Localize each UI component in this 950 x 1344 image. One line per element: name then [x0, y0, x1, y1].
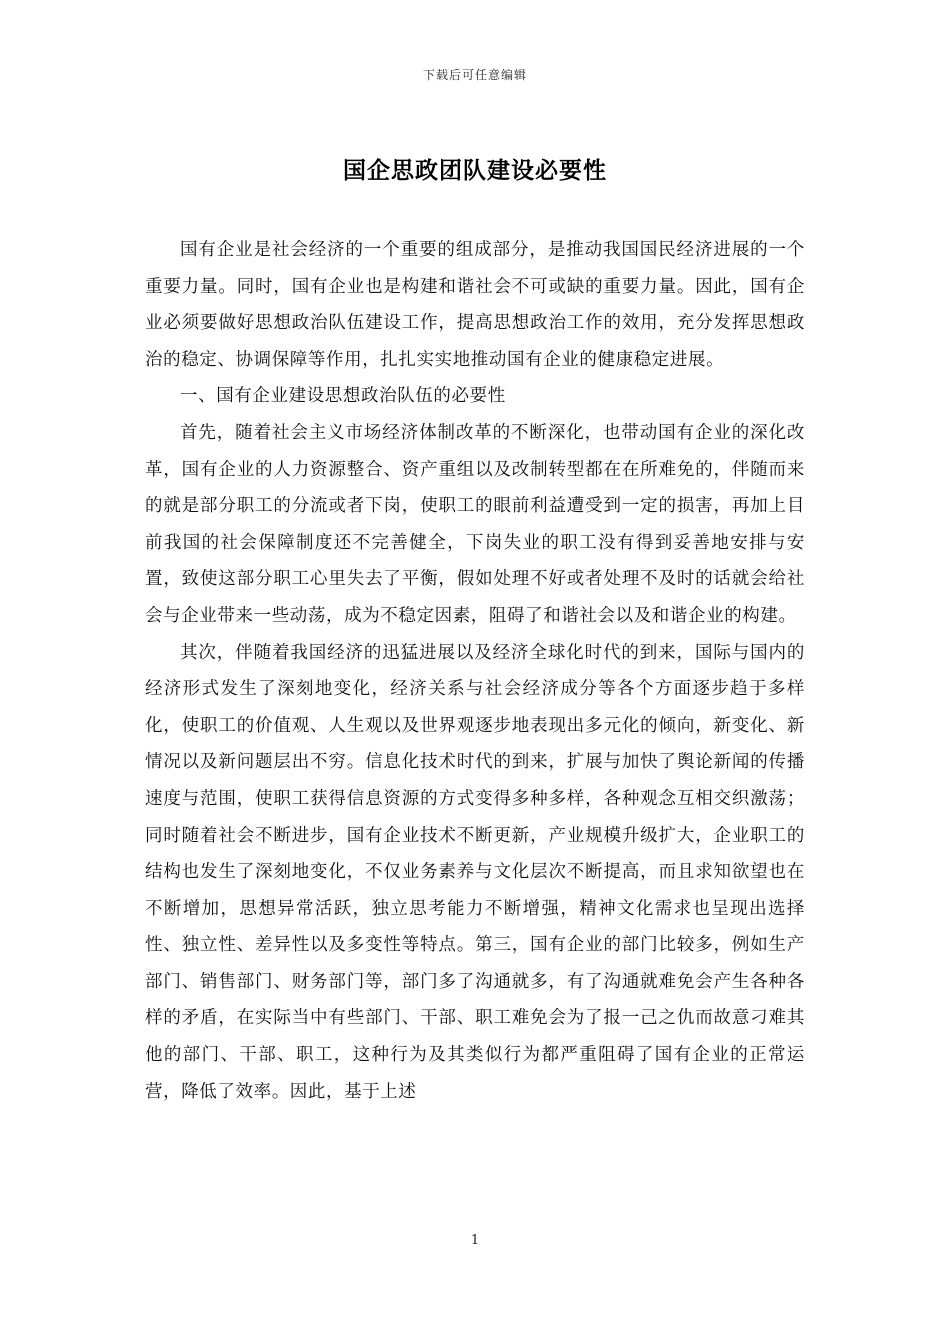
paragraph-second: 其次，伴随着我国经济的迅猛进展以及经济全球化时代的到来，国际与国内的经济形式发生了深刻地变化，经济关系与社会经济成分等各个方面逐步趋于多样化，使职工的价值观、人生观以及世界观逐步地表现出多元化的倾向，新变化、新情况以及新问题层出不穷。信息化技术时代的到来，扩展与加快了舆论新闻的传播速度与范围，使职工获得信息资源的方式变得多种多样，各种观念互相交织激荡；同时随着社会不断进步，国有企业技术不断更新，产业规模升级扩大，企业职工的结构也发生了深刻地变化，不仅业务素养与文化层次不断提高，而且求知欲望也在不断增加，思想异常活跃，独立思考能力不断增强，精神文化需求也呈现出选择性、独立性、差异性以及多变性等特点。第三，国有企业的部门比较多，例如生产部门、销售部门、财务部门等，部门多了沟通就多，有了沟通就难免会产生各种各样的矛盾，在实际当中有些部门、干部、职工难免会为了报一己之仇而故意刁难其他的部门、干部、职工，这种行为及其类似行为都严重阻碍了国有企业的正常运营，降低了效率。因此，基于上述 — [145, 642, 805, 1102]
paragraph-intro: 国有企业是社会经济的一个重要的组成部分，是推动我国国民经济进展的一个重要力量。同时，国有企业也是构建和谐社会不可或缺的重要力量。因此，国有企业必须要做好思想政治队伍建设工作，提高思想政治工作的效用，充分发挥思想政治的稳定、协调保障等作用，扎扎实实地推动国有企业的健康稳定进展。 — [145, 240, 805, 370]
document-title: 国企思政团队建设必要性 — [343, 157, 607, 184]
header-note: 下载后可任意编辑 — [422, 68, 527, 82]
page-number: 1 — [470, 1233, 480, 1248]
document-body — [145, 232, 805, 1110]
paragraph-first: 首先，随着社会主义市场经济体制改革的不断深化，也带动国有企业的深化改革，国有企业的人力资源整合、资产重组以及改制转型都在在所难免的，伴随而来的就是部分职工的分流或者下岗，使职工的眼前利益遭受到一定的损害，再加上目前我国的社会保障制度还不完善健全，下岗失业的职工没有得到妥善地安排与安置，致使这部分职工心里失去了平衡，假如处理不好或者处理不及时的话就会给社会与企业带来一些动荡，成为不稳定因素，阻碍了和谐社会以及和谐企业的构建。 — [145, 422, 805, 626]
section-heading: 一、国有企业建设思想政治队伍的必要性 — [180, 386, 506, 407]
